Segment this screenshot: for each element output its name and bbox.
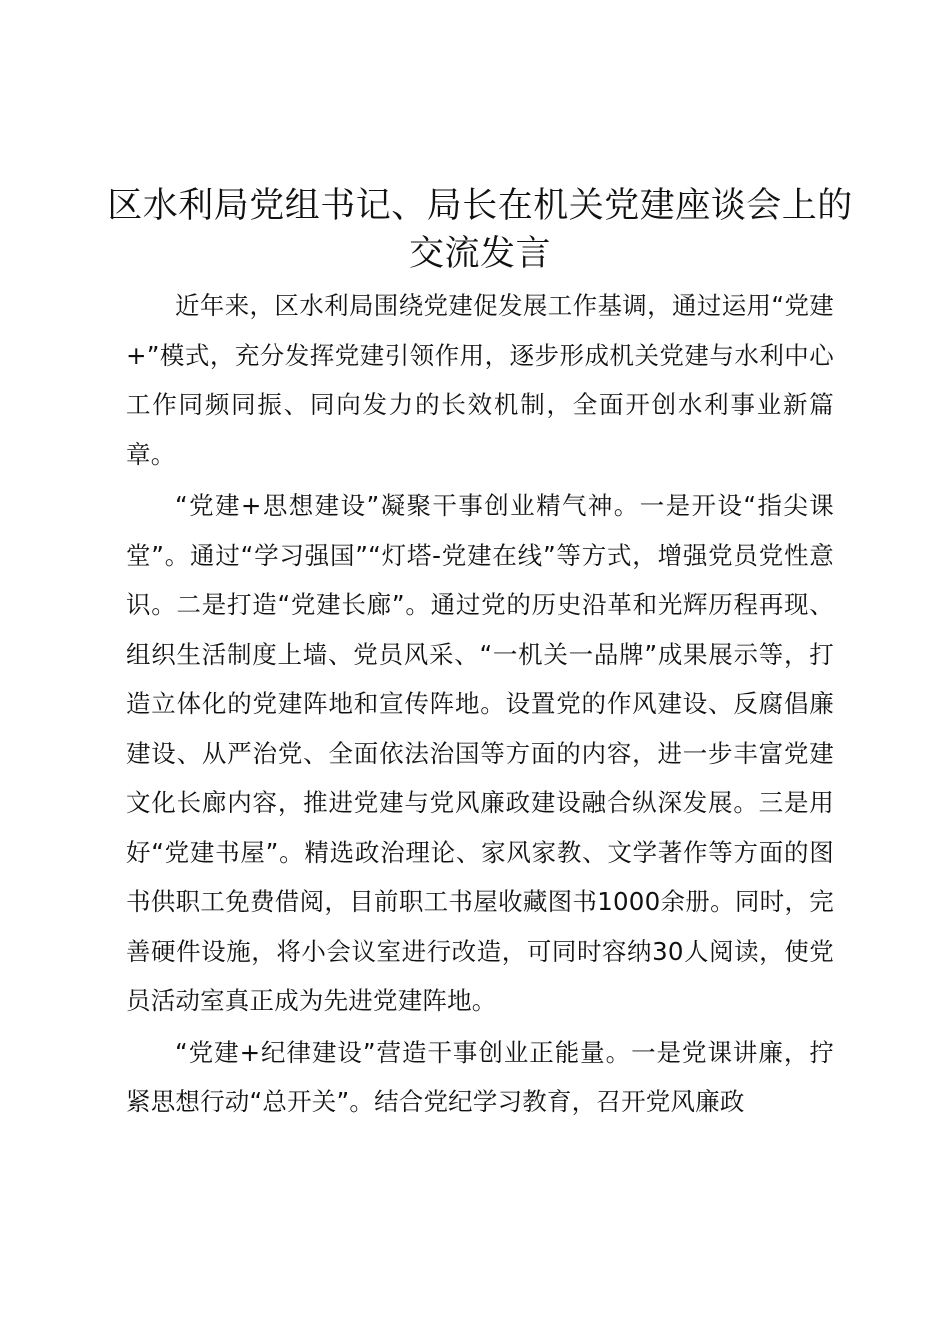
paragraph-ideology: “党建+思想建设”凝聚干事创业精气神。一是开设“指尖课堂”。通过“学习强国”“灯塔-党建在线”等方式，增强党员党性意识。二是打造“党建长廊”。通过党的历史沿革和光辉历程再现、组织生活制度上墙、党员风采、“一机关一品牌”成果展示等，打造立体化的党建阵地和宣传阵地。设置党的作风建设、反腐倡廉建设、从严治党、全面依法治国等方面的内容，进一步丰富党建文化长廊内容，推进党建与党风廉政建设融合纵深发展。三是用好“党建书屋”。精选政治理论、家风家教、文学著作等方面的图书供职工免费借阅，目前职工书屋收藏图书1000余册。同时，完善硬件设施，将小会议室进行改造，可同时容纳30人阅读，使党员活动室真正成为先进党建阵地。 xyxy=(126,491,834,1015)
paragraph-discipline: “党建+纪律建设”营造干事创业正能量。一是党课讲廉，拧紧思想行动“总开关”。结合党纪学习教育，召开党风廉政 xyxy=(126,1037,834,1116)
paragraph-intro: 近年来，区水利局围绕党建促发展工作基调，通过运用“党建+”模式，充分发挥党建引领作用，逐步形成机关党建与水利中心工作同频同振、同向发力的长效机制，全面开创水利事业新篇章。 xyxy=(126,291,834,469)
document-title: 区水利局党组书记、局长在机关党建座谈会上的交流发言 xyxy=(107,186,853,274)
document-body xyxy=(126,281,834,1127)
